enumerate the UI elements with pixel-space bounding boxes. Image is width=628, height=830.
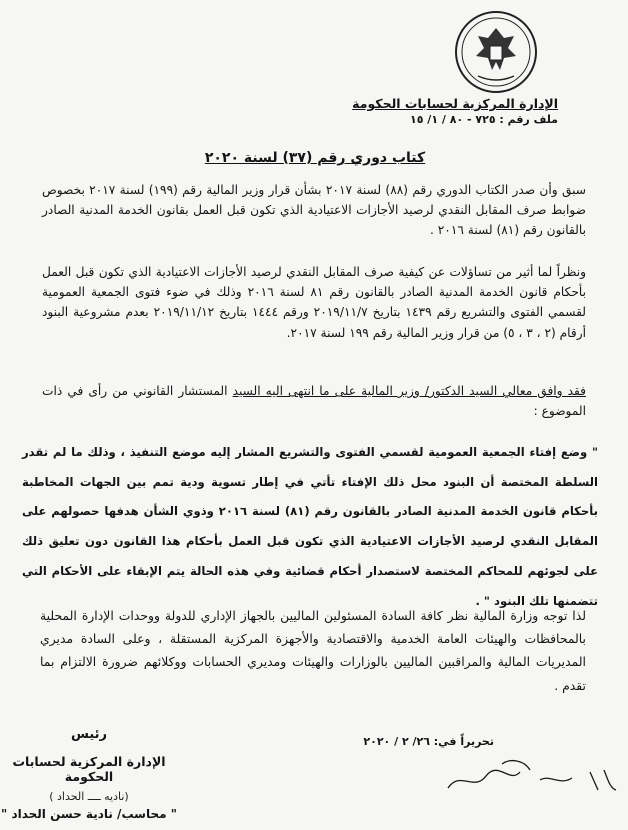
- approval-rest: المستشار القانوني من رأى في ذات الموضوع :: [42, 384, 586, 419]
- header-org: الإدارة المركزية لحسابات الحكومة: [352, 96, 558, 111]
- paragraph-intro: سبق وأن صدر الكتاب الدوري رقم (٨٨) لسنة ٢٠١٧ بشأن قرار وزير المالية رقم (١٩٩) لسنة ٢٠١٧ بخصوص ضوابط صرف المقابل النقدي لرصيد الأجازات الاعتيادية الذي تكون قبل العمل بقانون الخدمة المدنية الصادر بالقانون رقم (٨١) لسنة ٢٠١٦ .: [42, 183, 586, 238]
- signatory-scribble: (ناديه ــــ الحداد ): [49, 790, 129, 803]
- header: [298, 96, 558, 126]
- quoted-opinion: " وضع إفتاء الجمعية العمومية لقسمي الفتوى والتشريع المشار إليه موضع التنفيذ ، وذلك ما لم تقدر السلطة المختصة أن البنود محل ذلك الإفتاء تأتي في إطار تسوية ودية تمم بين الجهات المخاطبة بأحكام قانون الخدمة المدنية الصادر بالقانون رقم (٨١) لسنة ٢٠١٦ وذوي الشأن هدفها حصولهم على المقابل النقدي لرصيد الأجازات الاعتيادية الذي تكون قبل العمل بأحكام هذا القانون دون تعليق ذلك على لجوئهم للمحاكم المختصة لاستصدار أحكام قضائية وفي هذه الحالة يتم الإبقاء على الأحكام التي تتضمنها تلك البنود " .: [22, 445, 598, 608]
- signatory-org: الإدارة المركزية لحسابات الحكومة: [12, 754, 166, 784]
- document-title: كتاب دوري رقم (٣٧) لسنة ٢٠٢٠: [204, 150, 426, 166]
- signatory-title: رئيس: [70, 727, 108, 742]
- handwritten-signature-icon: [440, 750, 620, 800]
- signatory-name: " محاسب/ نادية حسن الحداد ": [1, 807, 177, 821]
- file-number: ملف رقم : ٧٢٥ - ٨٠ / ١/ ١٥: [410, 113, 558, 126]
- approval-underlined: فقد وافق معالي السيد الدكتور/ وزير المالية على ما انتهى اليه السيد: [232, 384, 586, 398]
- paragraph-background: ونظراً لما أثير من تساؤلات عن كيفية صرف المقابل النقدي لرصيد الأجازات الاعتيادية الذي تكون قبل العمل بأحكام قانون الخدمة المدنية الصادر بالقانون رقم ٨١ لسنة ٢٠١٦ وذلك في ضوء فتوى الجمعية العمومية لقسمي الفتوى والتشريع رقم ١٤٣٩ بتاريخ ٢٠١٩/١١/٧ ورقم ١٤٤٤ بتاريخ ٢٠١٩/١١/١٢ بعدم مشروعية البنود أرقام (٢ ، ٣ ، ٥) من قرار وزير المالية رقم ١٩٩ لسنة ٢٠١٧.: [42, 265, 587, 340]
- signature-block: [0, 727, 178, 821]
- paragraph-closing: لذا توجه وزارة المالية نظر كافة السادة المسئولين الماليين بالجهاز الإداري للدولة ووحدات الإدارة المحلية بالمحافظات والهيئات العامة الخدمية والاقتصادية والأجهزة المركزية المستقلة ، وعلى السادة مديري المديريات المالية والمراقبين الماليين بالوزارات والهيئات ومديري الحسابات ووكلائهم ضرورة الالتزام بما تقدم .: [40, 608, 586, 693]
- paragraph-approval: [42, 381, 586, 421]
- ministry-of-finance-seal-icon: [448, 6, 544, 98]
- issue-date: تحريراً في: ٢٦/ ٢ / ٢٠٢٠: [363, 735, 494, 748]
